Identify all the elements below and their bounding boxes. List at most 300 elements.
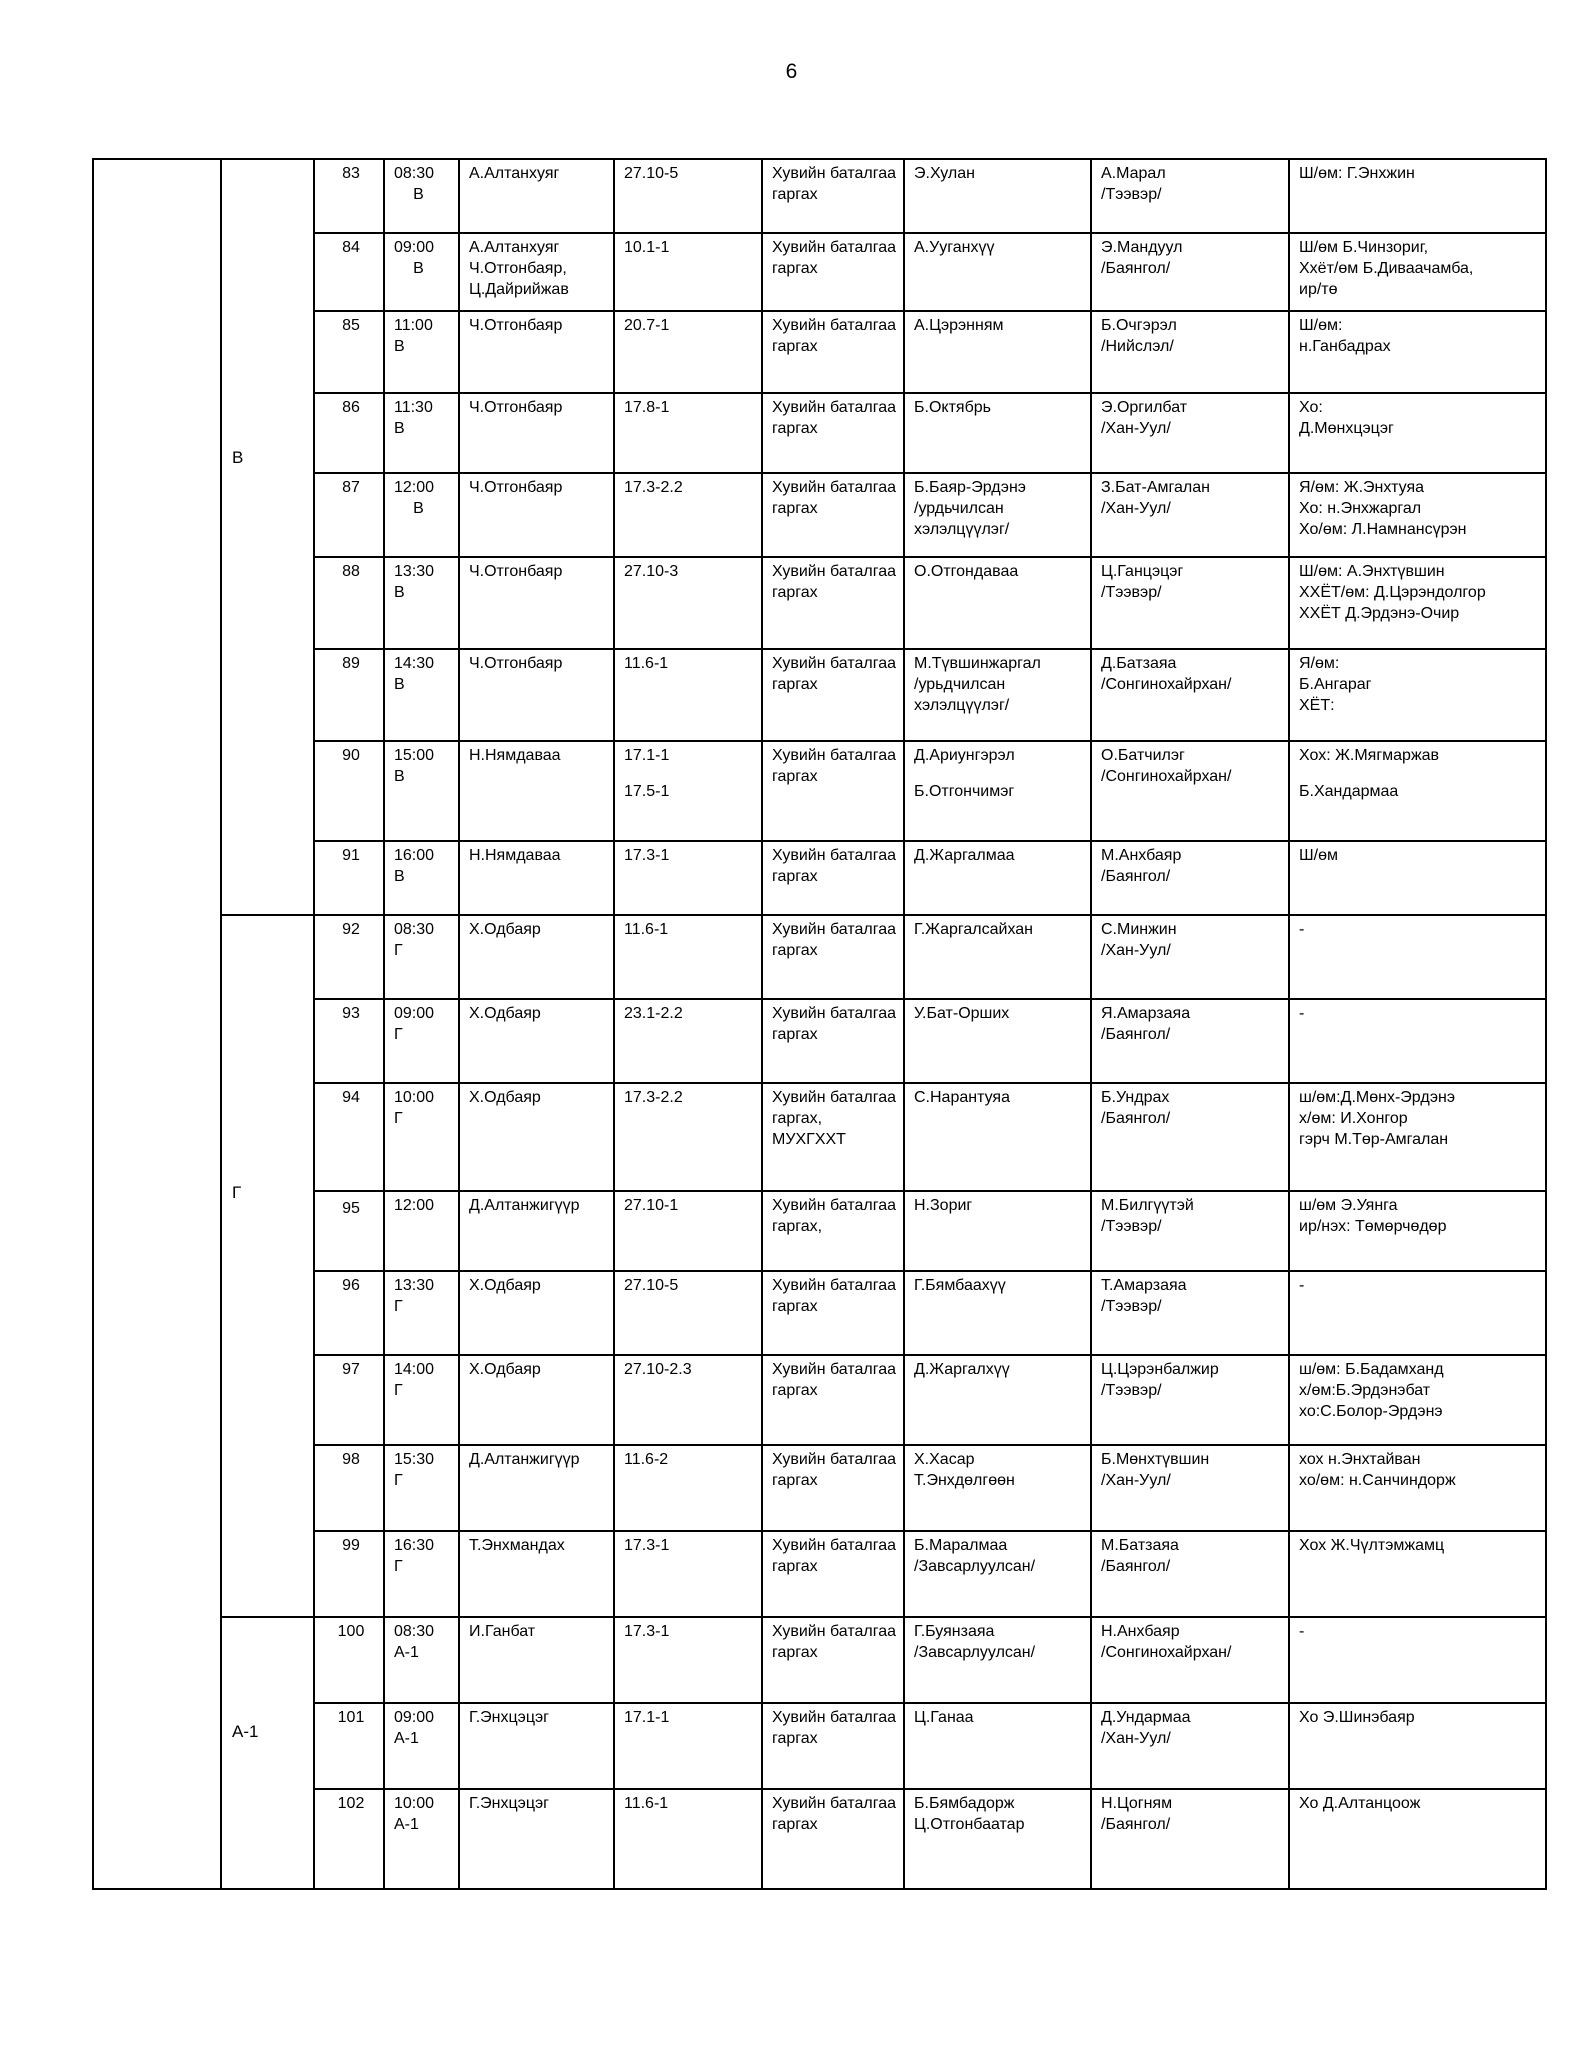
time-value: 14:30 — [394, 655, 435, 672]
time-value: 13:30 — [394, 1277, 435, 1294]
cell-line: Н.Цогням — [1101, 1795, 1173, 1812]
cell-line: Ш/өм: — [1299, 317, 1343, 334]
case-code-cell — [614, 1191, 762, 1271]
respondent-cell — [904, 1445, 1091, 1531]
cell-line: 17.3-2.2 — [624, 1089, 683, 1106]
respondent-cell — [904, 649, 1091, 741]
cell-line: Хо/өм: Л.Намнансүрэн — [1299, 521, 1467, 538]
cell-line: - — [1299, 921, 1305, 938]
activity-cell: Хувийн баталгаа гаргах — [762, 233, 904, 311]
cell-line: Я.Амарзаяа — [1101, 1005, 1191, 1022]
cell-line: Н.Анхбаяр — [1101, 1623, 1180, 1640]
session-letter: Г — [394, 942, 403, 959]
notes-cell — [1289, 557, 1546, 649]
cell-line: /Хан-Уул/ — [1101, 500, 1171, 517]
cell-line: Б.Ундрах — [1101, 1089, 1170, 1106]
inspector-name-cell — [459, 999, 614, 1083]
cell-line: Б.Хандармаа — [1299, 783, 1399, 800]
activity-cell: Хувийн баталгаа гаргах — [762, 311, 904, 393]
activity-cell: Хувийн баталгаа гаргах — [762, 473, 904, 557]
respondent-cell — [904, 741, 1091, 841]
table-row — [93, 1617, 1546, 1703]
cell-line: 17.3-1 — [624, 1537, 670, 1554]
cell-line: Ч.Отгонбаяр — [469, 317, 563, 334]
official-cell — [1091, 393, 1289, 473]
notes-cell — [1289, 1083, 1546, 1191]
cell-line: /Завсарлуулсан/ — [914, 1558, 1036, 1575]
time-cell — [384, 1083, 459, 1191]
notes-cell — [1289, 915, 1546, 999]
cell-line: Хо: — [1299, 399, 1323, 416]
session-letter: Г — [394, 1110, 403, 1127]
carryover-spacer-cell — [93, 159, 221, 1889]
notes-cell — [1289, 159, 1546, 233]
official-cell — [1091, 159, 1289, 233]
notes-cell — [1289, 649, 1546, 741]
activity-cell: Хувийн баталгаа гаргах — [762, 393, 904, 473]
cell-line: Хох: Ж.Мягмаржав — [1299, 747, 1440, 764]
cell-line: 17.5-1 — [624, 783, 670, 800]
respondent-cell — [904, 473, 1091, 557]
official-cell — [1091, 1531, 1289, 1617]
row-number-cell: 94 — [314, 1083, 384, 1191]
schedule-table-body — [93, 159, 1546, 1889]
cell-line: х/өм:Б.Эрдэнэбат — [1299, 1382, 1431, 1399]
cell-line: Х.Одбаяр — [469, 1089, 541, 1106]
cell-line: Я/өм: — [1299, 655, 1340, 672]
cell-line: /урьдчилсан — [914, 676, 1006, 693]
cell-line: Б.Мөнхтүвшин — [1101, 1451, 1210, 1468]
session-letter: А-1 — [394, 1644, 419, 1661]
session-letter: Г — [394, 1558, 403, 1575]
case-code-cell — [614, 1271, 762, 1355]
row-number-cell: 96 — [314, 1271, 384, 1355]
cell-line: З.Бат-Амгалан — [1101, 479, 1210, 496]
cell-line: Б.Баяр-Эрдэнэ — [914, 479, 1026, 496]
official-cell — [1091, 915, 1289, 999]
row-number-cell: 100 — [314, 1617, 384, 1703]
cell-line: ХХЁТ/өм: Д.Цэрэндолгор — [1299, 584, 1486, 601]
row-number-cell: 91 — [314, 841, 384, 915]
cell-line: Т.Амарзаяа — [1101, 1277, 1187, 1294]
cell-line: х/өм: И.Хонгор — [1299, 1110, 1408, 1127]
inspector-name-cell — [459, 1445, 614, 1531]
cell-line: Э.Хулан — [914, 165, 975, 182]
cell-line: Б.Ангараг — [1299, 676, 1372, 693]
notes-cell — [1289, 999, 1546, 1083]
case-code-cell — [614, 841, 762, 915]
activity-cell: Хувийн баталгаа гаргах — [762, 1789, 904, 1889]
cell-line: 17.3-2.2 — [624, 479, 683, 496]
group-label-cell — [221, 159, 314, 915]
cell-line: ш/өм: Б.Бадамханд — [1299, 1361, 1444, 1378]
row-number-cell: 86 — [314, 393, 384, 473]
inspector-name-cell — [459, 311, 614, 393]
cell-line: ир/тө — [1299, 281, 1338, 298]
cell-line: /Баянгол/ — [1101, 260, 1171, 277]
cell-line: Г.Бямбаахүү — [914, 1277, 1006, 1294]
time-cell — [384, 1531, 459, 1617]
row-number-cell: 89 — [314, 649, 384, 741]
time-cell — [384, 311, 459, 393]
official-cell — [1091, 1083, 1289, 1191]
cell-line: ш/өм Э.Уянга — [1299, 1197, 1398, 1214]
case-code-cell — [614, 1617, 762, 1703]
inspector-name-cell — [459, 1083, 614, 1191]
cell-line: /Завсарлуулсан/ — [914, 1644, 1036, 1661]
official-cell — [1091, 841, 1289, 915]
cell-line: Ч.Отгонбаяр — [469, 479, 563, 496]
cell-line: /Баянгол/ — [1101, 868, 1171, 885]
case-code-cell — [614, 393, 762, 473]
respondent-cell — [904, 841, 1091, 915]
cell-line: А.Алтанхуяг — [469, 165, 560, 182]
notes-cell — [1289, 311, 1546, 393]
time-cell — [384, 649, 459, 741]
cell-line: /Баянгол/ — [1101, 1026, 1171, 1043]
cell-line: /Сонгинохайрхан/ — [1101, 768, 1232, 785]
group-label-cell — [221, 915, 314, 1617]
notes-cell — [1289, 1445, 1546, 1531]
case-code-cell — [614, 999, 762, 1083]
activity-cell: Хувийн баталгаа гаргах — [762, 1531, 904, 1617]
cell-line: гэрч М.Төр-Амгалан — [1299, 1131, 1449, 1148]
session-letter: Г — [394, 1026, 403, 1043]
cell-line: Д.Ариунгэрэл — [914, 747, 1015, 764]
cell-line: И.Ганбат — [469, 1623, 536, 1640]
cell-line: ХЁТ: — [1299, 697, 1335, 714]
row-number-cell: 88 — [314, 557, 384, 649]
official-cell — [1091, 649, 1289, 741]
row-number-cell: 85 — [314, 311, 384, 393]
cell-line: Д.Батзаяа — [1101, 655, 1177, 672]
cell-line: /Баянгол/ — [1101, 1110, 1171, 1127]
activity-cell: Хувийн баталгаа гаргах — [762, 159, 904, 233]
time-value: 08:30 — [394, 1623, 435, 1640]
time-cell — [384, 915, 459, 999]
cell-line: 27.10-2.3 — [624, 1361, 692, 1378]
group-label-cell — [221, 1617, 314, 1889]
respondent-cell — [904, 557, 1091, 649]
official-cell — [1091, 1617, 1289, 1703]
case-code-cell — [614, 557, 762, 649]
inspector-name-cell — [459, 557, 614, 649]
official-cell — [1091, 1191, 1289, 1271]
time-cell — [384, 1703, 459, 1789]
session-letter: Г — [394, 1298, 403, 1315]
cell-line: /Баянгол/ — [1101, 1816, 1171, 1833]
activity-cell: Хувийн баталгаа гаргах — [762, 557, 904, 649]
notes-cell — [1289, 1531, 1546, 1617]
cell-line: Х.Хасар — [914, 1451, 975, 1468]
time-value: 11:30 — [394, 399, 433, 416]
time-cell — [384, 233, 459, 311]
respondent-cell — [904, 999, 1091, 1083]
case-code-cell — [614, 741, 762, 841]
cell-line: хэлэлцүүлэг/ — [914, 697, 1010, 714]
cell-line: Ц.Отгонбаатар — [914, 1816, 1025, 1833]
cell-line: /Баянгол/ — [1101, 1558, 1171, 1575]
activity-cell: Хувийн баталгаа гаргах — [762, 999, 904, 1083]
respondent-cell — [904, 1083, 1091, 1191]
time-cell — [384, 999, 459, 1083]
activity-cell: Хувийн баталгаа гаргах — [762, 841, 904, 915]
cell-line: Ч.Отгонбаяр — [469, 399, 563, 416]
official-cell — [1091, 1789, 1289, 1889]
cell-line: 10.1-1 — [624, 239, 670, 256]
activity-cell: Хувийн баталгаа гаргах — [762, 1445, 904, 1531]
notes-cell — [1289, 473, 1546, 557]
cell-line: 27.10-1 — [624, 1197, 679, 1214]
cell-line: /Хан-Уул/ — [1101, 420, 1171, 437]
cell-line: Н.Нямдаваа — [469, 747, 561, 764]
respondent-cell — [904, 233, 1091, 311]
cell-line: Ц.Цэрэнбалжир — [1101, 1361, 1219, 1378]
time-value: 08:30 — [394, 165, 435, 182]
respondent-cell — [904, 1789, 1091, 1889]
time-cell — [384, 1617, 459, 1703]
table-row — [93, 915, 1546, 999]
respondent-cell — [904, 1703, 1091, 1789]
official-cell — [1091, 473, 1289, 557]
cell-line: Г.Энхцэцэг — [469, 1709, 549, 1726]
cell-line: Т.Энхмандах — [469, 1537, 565, 1554]
time-value: 16:00 — [394, 847, 435, 864]
cell-line: М.Батзаяа — [1101, 1537, 1179, 1554]
cell-line: Б.Отгончимэг — [914, 783, 1015, 800]
cell-line: 11.6-1 — [624, 655, 669, 672]
time-value: 16:30 — [394, 1537, 435, 1554]
time-value: 10:00 — [394, 1795, 435, 1812]
official-cell — [1091, 1703, 1289, 1789]
cell-line: /Тээвэр/ — [1101, 1382, 1162, 1399]
cell-line: Хо Д.Алтанцоож — [1299, 1795, 1421, 1812]
cell-line: А.Марал — [1101, 165, 1166, 182]
notes-cell — [1289, 841, 1546, 915]
case-code-cell — [614, 1355, 762, 1445]
row-number-cell: 93 — [314, 999, 384, 1083]
cell-line: А.Алтанхуяг — [469, 239, 560, 256]
respondent-cell — [904, 159, 1091, 233]
row-number-cell: 83 — [314, 159, 384, 233]
inspector-name-cell — [459, 1271, 614, 1355]
cell-line: /Тээвэр/ — [1101, 186, 1162, 203]
cell-line: 17.3-1 — [624, 1623, 670, 1640]
cell-line: 17.8-1 — [624, 399, 670, 416]
time-value: 12:00 — [394, 1197, 435, 1214]
cell-line: О.Отгондаваа — [914, 563, 1019, 580]
session-letter: Г — [394, 1472, 403, 1489]
cell-line: О.Батчилэг — [1101, 747, 1185, 764]
inspector-name-cell — [459, 915, 614, 999]
cell-line: Н.Зориг — [914, 1197, 973, 1214]
cell-line: А.Ууганхүү — [914, 239, 995, 256]
time-value: 09:00 — [394, 1005, 435, 1022]
inspector-name-cell — [459, 1617, 614, 1703]
activity-cell: Хувийн баталгаа гаргах — [762, 1703, 904, 1789]
case-code-cell — [614, 159, 762, 233]
cell-line: - — [1299, 1277, 1305, 1294]
cell-line: Ш/өм: А.Энхтүвшин — [1299, 563, 1445, 580]
cell-line: 27.10-5 — [624, 165, 679, 182]
row-number-cell: 84 — [314, 233, 384, 311]
cell-line: 11.6-1 — [624, 921, 669, 938]
cell-line: Я/өм: Ж.Энхтуяа — [1299, 479, 1425, 496]
inspector-name-cell — [459, 1191, 614, 1271]
row-number-cell: 99 — [314, 1531, 384, 1617]
case-code-cell — [614, 1703, 762, 1789]
cell-line: С.Минжин — [1101, 921, 1177, 938]
session-letter: В — [413, 500, 424, 517]
inspector-name-cell — [459, 159, 614, 233]
case-code-cell — [614, 1789, 762, 1889]
cell-line: /Хан-Уул/ — [1101, 942, 1171, 959]
cell-line: 23.1-2.2 — [624, 1005, 683, 1022]
cell-line: Ш/өм: Г.Энхжин — [1299, 165, 1415, 182]
cell-line: Ххёт/өм Б.Диваачамба, — [1299, 260, 1474, 277]
inspector-name-cell — [459, 1703, 614, 1789]
cell-line: /Сонгинохайрхан/ — [1101, 1644, 1232, 1661]
cell-line: Э.Оргилбат — [1101, 399, 1188, 416]
session-letter: В — [394, 584, 405, 601]
time-cell — [384, 1789, 459, 1889]
case-code-cell — [614, 311, 762, 393]
cell-line: Х.Одбаяр — [469, 1277, 541, 1294]
official-cell — [1091, 233, 1289, 311]
cell-line: 11.6-1 — [624, 1795, 669, 1812]
cell-line: /Нийслэл/ — [1101, 338, 1174, 355]
inspector-name-cell — [459, 649, 614, 741]
cell-line: М.Түвшинжаргал — [914, 655, 1041, 672]
row-number-cell: 98 — [314, 1445, 384, 1531]
table-row — [93, 159, 1546, 233]
respondent-cell — [904, 1531, 1091, 1617]
session-letter: В — [394, 676, 405, 693]
official-cell — [1091, 741, 1289, 841]
cell-line: Хо Э.Шинэбаяр — [1299, 1709, 1415, 1726]
cell-line: Ш/өм Б.Чинзориг, — [1299, 239, 1429, 256]
session-letter: В — [394, 338, 405, 355]
cell-line: Ц.Ганаа — [914, 1709, 974, 1726]
cell-line: Хох Ж.Чүлтэмжамц — [1299, 1537, 1445, 1554]
cell-line: ХХЁТ Д.Эрдэнэ-Очир — [1299, 605, 1460, 622]
time-value: 10:00 — [394, 1089, 435, 1106]
respondent-cell — [904, 311, 1091, 393]
group-label: А-1 — [232, 1721, 259, 1741]
cell-line: /Тээвэр/ — [1101, 1298, 1162, 1315]
time-value: 11:00 — [394, 317, 433, 334]
row-number-cell: 92 — [314, 915, 384, 999]
row-number-cell: 90 — [314, 741, 384, 841]
case-code-cell — [614, 1083, 762, 1191]
session-letter: В — [413, 186, 424, 203]
cell-line: /Хан-Уул/ — [1101, 1730, 1171, 1747]
cell-line: ир/нэх: Төмөрчөдөр — [1299, 1218, 1447, 1235]
time-value: 08:30 — [394, 921, 435, 938]
notes-cell — [1289, 1617, 1546, 1703]
official-cell — [1091, 311, 1289, 393]
time-value: 09:00 — [394, 239, 435, 256]
inspector-name-cell — [459, 1531, 614, 1617]
cell-line: 27.10-5 — [624, 1277, 679, 1294]
cell-line: н.Ганбадрах — [1299, 338, 1391, 355]
cell-line: Ч.Отгонбаяр — [469, 563, 563, 580]
cell-line: Д.Мөнхцэцэг — [1299, 420, 1394, 437]
respondent-cell — [904, 1191, 1091, 1271]
cell-line: /Сонгинохайрхан/ — [1101, 676, 1232, 693]
notes-cell — [1289, 233, 1546, 311]
cell-line: С.Нарантуяа — [914, 1089, 1010, 1106]
cell-line: Д.Жаргалхүү — [914, 1361, 1010, 1378]
schedule-table — [92, 158, 1547, 1890]
activity-cell: Хувийн баталгаа гаргах — [762, 649, 904, 741]
session-letter: Г — [394, 1382, 403, 1399]
activity-cell: Хувийн баталгаа гаргах — [762, 741, 904, 841]
inspector-name-cell — [459, 473, 614, 557]
activity-cell: Хувийн баталгаа гаргах, — [762, 1191, 904, 1271]
official-cell — [1091, 1445, 1289, 1531]
respondent-cell — [904, 1271, 1091, 1355]
cell-line: Г.Буянзаяа — [914, 1623, 995, 1640]
cell-line: Б.Октябрь — [914, 399, 991, 416]
time-cell — [384, 1271, 459, 1355]
cell-line: /Хан-Уул/ — [1101, 1472, 1171, 1489]
cell-line: Б.Очгэрэл — [1101, 317, 1177, 334]
cell-line: хох н.Энхтайван — [1299, 1451, 1421, 1468]
activity-cell: Хувийн баталгаа гаргах — [762, 915, 904, 999]
inspector-name-cell — [459, 393, 614, 473]
time-cell — [384, 1191, 459, 1271]
cell-line: 27.10-3 — [624, 563, 679, 580]
cell-line: М.Билгүүтэй — [1101, 1197, 1194, 1214]
cell-line: Ч.Отгонбаяр, — [469, 260, 567, 277]
session-letter: В — [394, 768, 405, 785]
notes-cell — [1289, 1191, 1546, 1271]
session-letter: В — [394, 868, 405, 885]
official-cell — [1091, 557, 1289, 649]
activity-cell: Хувийн баталгаа гаргах — [762, 1617, 904, 1703]
time-cell — [384, 473, 459, 557]
case-code-cell — [614, 649, 762, 741]
cell-line: Ц.Дайрийжав — [469, 281, 569, 298]
time-cell — [384, 741, 459, 841]
cell-line: М.Анхбаяр — [1101, 847, 1182, 864]
cell-line: 20.7-1 — [624, 317, 670, 334]
cell-line: 17.3-1 — [624, 847, 670, 864]
respondent-cell — [904, 1355, 1091, 1445]
inspector-name-cell — [459, 741, 614, 841]
cell-line: хэлэлцүүлэг/ — [914, 521, 1010, 538]
official-cell — [1091, 999, 1289, 1083]
time-cell — [384, 1355, 459, 1445]
cell-line: ш/өм:Д.Мөнх-Эрдэнэ — [1299, 1089, 1456, 1106]
respondent-cell — [904, 393, 1091, 473]
session-letter: В — [413, 260, 424, 277]
notes-cell — [1289, 1789, 1546, 1889]
cell-line: Г.Энхцэцэг — [469, 1795, 549, 1812]
cell-line: А.Цэрэнням — [914, 317, 1004, 334]
cell-line: Х.Одбаяр — [469, 921, 541, 938]
cell-line: Г.Жаргалсайхан — [914, 921, 1034, 938]
time-value: 15:30 — [394, 1451, 435, 1468]
session-letter: А-1 — [394, 1816, 419, 1833]
cell-line: Д.Алтанжигүүр — [469, 1197, 580, 1214]
session-letter: А-1 — [394, 1730, 419, 1747]
row-number-cell: 102 — [314, 1789, 384, 1889]
cell-line: У.Бат-Орших — [914, 1005, 1010, 1022]
official-cell — [1091, 1355, 1289, 1445]
cell-line: Д.Ундармаа — [1101, 1709, 1191, 1726]
